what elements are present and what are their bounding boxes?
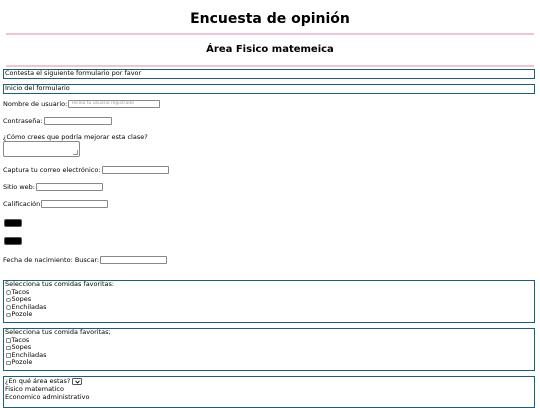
checkbox-option: [5, 344, 533, 352]
color-button-2[interactable]: [4, 237, 22, 245]
divider-bottom: [6, 65, 534, 67]
radio-legend: Selecciona tus comidas favoritas:: [5, 280, 115, 288]
checkbox-label: Tacos: [11, 335, 30, 344]
website-row: [3, 183, 103, 191]
radio-label: Pozole: [11, 310, 33, 318]
rating-row: [3, 200, 108, 208]
checkbox-legend: Selecciona tus comida favoritas;: [5, 328, 111, 336]
radio-button[interactable]: [6, 305, 11, 310]
checkbox-label: Sopes: [11, 343, 32, 351]
checkbox[interactable]: [6, 338, 11, 343]
radio-label: Enchiladas: [11, 302, 47, 311]
birthdate-input[interactable]: [100, 256, 167, 264]
password-row: [3, 117, 112, 125]
radio-option: [5, 289, 533, 297]
checkbox[interactable]: [6, 346, 11, 351]
username-label: Nombre de usuario:: [3, 100, 68, 108]
color-button-1[interactable]: [4, 219, 22, 227]
divider-top: [6, 33, 534, 35]
birthdate-label: Fecha de nacimiento: Buscar:: [3, 256, 100, 264]
radio-option: [5, 311, 533, 319]
radio-button[interactable]: [6, 313, 11, 318]
radio-label: Tacos: [11, 287, 30, 296]
area-fieldset: [3, 376, 535, 408]
birthdate-row: [3, 256, 167, 264]
username-row: [3, 100, 160, 108]
radio-button[interactable]: [6, 290, 11, 295]
form-start-box: [3, 84, 535, 94]
page-title: Encuesta de opinión: [190, 11, 350, 27]
instruction-box: [3, 69, 535, 79]
website-input[interactable]: [36, 183, 103, 191]
improve-label: ¿Cómo crees que podría mejorar esta clase?: [3, 133, 148, 141]
area-header: [5, 377, 533, 386]
form-start-text: Inicio del formulario: [5, 84, 70, 92]
password-input[interactable]: [44, 117, 112, 125]
improve-textarea[interactable]: [3, 141, 80, 157]
checkbox-label: Pozole: [11, 358, 33, 366]
checkbox[interactable]: [6, 361, 11, 366]
website-label: Sitio web:: [3, 183, 35, 191]
area-label: ¿En qué área estas?: [5, 376, 71, 385]
rating-label: Calificación: [3, 200, 41, 208]
page-subtitle: Área Fisico matemeica: [206, 44, 334, 55]
checkbox-option: [5, 337, 533, 345]
improve-row: [3, 133, 148, 141]
email-label: Captura tu correo electrónico:: [3, 166, 101, 174]
area-option[interactable]: Fisico matematico: [5, 385, 64, 393]
rating-input[interactable]: [41, 200, 108, 208]
checkbox-option: [5, 352, 533, 360]
area-select[interactable]: [72, 378, 82, 385]
radio-option: [5, 304, 533, 312]
checkbox-option: [5, 359, 533, 367]
instruction-text: Contesta el siguiente formulario por favor: [5, 69, 142, 77]
radio-fieldset: [3, 280, 535, 323]
chevron-down-icon: [75, 380, 80, 384]
email-row: [3, 166, 169, 174]
email-input[interactable]: [102, 166, 169, 174]
checkbox[interactable]: [6, 353, 11, 358]
area-option[interactable]: Economico administrativo: [5, 392, 90, 401]
radio-button[interactable]: [6, 298, 11, 303]
username-input[interactable]: Teclea tu usuario registrado: [68, 100, 160, 108]
checkbox-fieldset: [3, 328, 535, 371]
password-label: Contraseña:: [3, 117, 43, 125]
radio-option: [5, 296, 533, 304]
radio-label: Sopes: [11, 295, 32, 303]
checkbox-label: Enchiladas: [11, 350, 47, 359]
